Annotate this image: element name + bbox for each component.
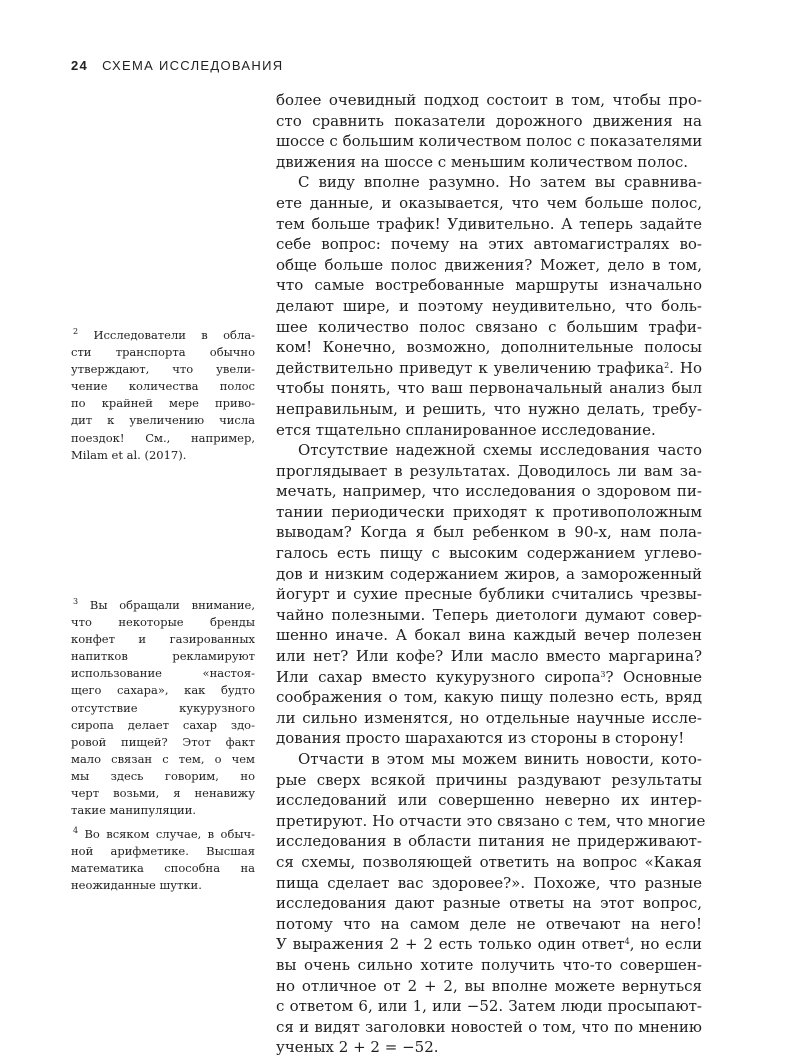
main-text-line [276, 461, 702, 482]
footnote-text: напитков рекламируют [71, 649, 255, 664]
main-text-line [276, 481, 702, 502]
line-text: что самые востребованные маршруты изначально [276, 276, 702, 295]
footnote-line [71, 877, 255, 894]
main-text-line [276, 214, 702, 235]
line-text: мечать, например, что исследования о здоровом пи- [276, 482, 702, 501]
line-text: шенно иначе. А бокал вина каждый вечер полезен [276, 626, 702, 645]
footnote-text: сти транспорта обычно [71, 345, 255, 360]
line-text: или нет? Или кофе? Или масло вместо маргарина? [276, 647, 702, 666]
line-text: Отчасти в этом мы можем винить новости, кото- [298, 750, 702, 768]
line-text: ся схемы, позволяющей ответить на вопрос «Какая [276, 852, 702, 871]
running-header [71, 58, 283, 73]
line-text: исследования дают разные ответы на этот вопрос, [276, 894, 702, 913]
line-text: претируют. Но отчасти это связано с тем, что многие [276, 811, 706, 830]
line-text: исследования в области питания не придерживают- [276, 832, 702, 851]
line-text: С виду вполне разумно. Но затем вы сравнива- [298, 173, 702, 192]
footnote-text: математика способна на [71, 861, 255, 876]
footnote-line [71, 430, 255, 447]
footnote-line [71, 344, 255, 361]
line-text: тем больше трафик! Удивительно. А теперь задайте [276, 214, 702, 233]
main-text-line [276, 522, 702, 543]
line-text: ся и видят заголовки новостей о том, что по мнению [276, 1017, 702, 1036]
footnote-line [71, 751, 255, 768]
main-text-line [276, 811, 706, 832]
footnote-line [71, 631, 255, 648]
footnote-number: 2 [73, 327, 79, 336]
footnote-line [71, 700, 255, 717]
footnote-marker: 4 [624, 937, 630, 947]
main-text-line [276, 934, 702, 955]
line-text: шее количество полос связано с большим трафи- [276, 317, 702, 336]
line-text: потому что на самом деле не отвечают на него! [276, 914, 702, 933]
footnote-line [71, 327, 255, 344]
line-text: тании периодически приходят к противоположным [276, 502, 702, 521]
main-text-line [276, 1037, 702, 1058]
main-text-line [276, 275, 702, 296]
line-text: галось есть пищу с высоким содержанием углево- [276, 544, 702, 563]
main-text-line [276, 193, 702, 214]
main-text-line [276, 378, 702, 399]
main-text-line [276, 131, 702, 152]
main-text-line [276, 152, 702, 173]
line-text: себе вопрос: почему на этих автомагистралях во- [276, 235, 702, 254]
footnote-text: мы здесь говорим, но [71, 768, 255, 783]
line-text-after-marker: , но если [629, 935, 702, 954]
footnote-line [71, 682, 255, 699]
main-text-line [276, 255, 702, 276]
line-text: ете данные, и оказывается, что чем больше полос, [276, 193, 702, 212]
main-text-line [276, 667, 702, 688]
footnote-text: утверждают, что увели- [71, 362, 255, 377]
line-text: но отличное от 2 + 2, вы вполне можете вернуться [276, 976, 702, 995]
main-text-line [276, 955, 702, 976]
footnote-line [71, 447, 255, 464]
footnote-line [71, 860, 255, 877]
main-text-line [276, 976, 702, 997]
main-text-line [276, 996, 702, 1017]
line-text: вы очень сильно хотите получить что-то совершен- [276, 955, 702, 974]
footnote-line [71, 395, 255, 412]
line-text: пища сделает вас здоровее?». Похоже, что разные [276, 873, 702, 892]
main-text-line [276, 625, 702, 646]
footnote-text: конфет и газированных [71, 632, 255, 647]
line-text: соображения о том, какую пищу полезно есть, вряд [276, 688, 702, 707]
line-text: ется тщательно спланированное исследование. [276, 420, 656, 439]
footnote-text: ровой пищей? Этот факт [71, 734, 255, 749]
footnote-text: Milam et al. (2017). [71, 447, 187, 462]
footnote-text: Исследователи в обла- [93, 328, 255, 342]
line-text: более очевидный подход состоит в том, чтобы про- [276, 91, 702, 109]
main-text-line [276, 728, 702, 749]
main-text-line [276, 399, 702, 420]
main-text-line [276, 831, 702, 852]
line-text-after-marker: ? Основные [605, 667, 703, 686]
footnote-line [71, 785, 255, 802]
main-text [276, 90, 706, 1058]
footnote-line [71, 802, 255, 819]
line-text: действительно приведут к увеличению трафика [276, 358, 665, 377]
line-text: йогурт и сухие пресные бублики считались чрезвы- [276, 585, 702, 604]
main-text-line [276, 790, 702, 811]
main-text-line [276, 317, 702, 338]
main-text-line [276, 584, 702, 605]
main-text-line [276, 420, 702, 441]
main-text-line [276, 172, 702, 193]
main-text-line [276, 502, 702, 523]
footnote-4 [71, 826, 255, 894]
footnote-text: поездок! См., например, [71, 430, 255, 445]
footnote-line [71, 597, 255, 614]
footnote-line [71, 826, 255, 843]
footnote-line [71, 843, 255, 860]
line-text: шоссе с большим количеством полос с показателями [276, 132, 703, 151]
footnote-text: щего сахара», как будто [71, 683, 255, 698]
footnote-line [71, 378, 255, 395]
main-text-line [276, 770, 702, 791]
line-text: Отсутствие надежной схемы исследования часто [298, 441, 702, 460]
footnote-text: чение количества полос [71, 379, 255, 394]
footnote-marker: 2 [664, 360, 670, 370]
main-text-line [276, 1017, 702, 1038]
line-text: ли сильно изменятся, но отдельные научные иссле- [276, 708, 702, 727]
line-text: Или сахар вместо кукурузного сиропа [276, 667, 601, 686]
line-text: чайно полезными. Теперь диетологи думают совер- [276, 605, 702, 624]
page-number: 24 [71, 58, 89, 73]
main-text-line [276, 646, 702, 667]
line-text: обще больше полос движения? Может, дело в том, [276, 255, 702, 274]
main-text-line [276, 873, 702, 894]
footnote-text: сиропа делает сахар здо- [71, 717, 255, 732]
main-text-line [276, 749, 702, 770]
footnote-line [71, 648, 255, 665]
line-text: делают шире, и поэтому неудивительно, что боль- [276, 296, 702, 315]
footnote-text: такие манипуляции. [71, 803, 197, 818]
main-text-line [276, 111, 702, 132]
footnote-text: черт возьми, я ненавижу [71, 786, 255, 801]
main-text-line [276, 543, 702, 564]
main-text-line [276, 234, 702, 255]
main-text-line [276, 708, 702, 729]
line-text: неправильным, и решить, что нужно делать, требу- [276, 399, 702, 418]
footnote-line [71, 734, 255, 751]
line-text: движения на шоссе с меньшим количеством полос. [276, 152, 689, 171]
main-text-line [276, 337, 702, 358]
line-text: сто сравнить показатели дорожного движения на [276, 111, 702, 130]
main-text-line [276, 358, 702, 379]
footnote-text: мало связан с тем, о чем [71, 751, 255, 766]
main-text-line [276, 914, 702, 935]
footnote-number: 3 [73, 597, 79, 606]
line-text: рые сверх всякой причины раздувают результаты [276, 770, 702, 789]
line-text: У выражения 2 + 2 есть только один ответ [276, 935, 625, 954]
line-text: исследований или совершенно неверно их интер- [276, 791, 702, 810]
footnote-text: дит к увеличению числа [71, 413, 255, 428]
footnote-line [71, 614, 255, 631]
footnote-line [71, 717, 255, 734]
main-text-line [276, 564, 702, 585]
main-text-line [276, 440, 702, 461]
line-text: выводам? Когда я был ребенком в 90-х, нам пола- [276, 523, 702, 542]
footnote-marker: 3 [600, 669, 606, 679]
footnote-text: Во всяком случае, в обыч- [84, 827, 256, 841]
line-text: проглядывает в результатах. Доводилось ли вам за- [276, 461, 702, 480]
running-title: СХЕМА ИССЛЕДОВАНИЯ [102, 58, 284, 73]
footnote-text: отсутствие кукурузного [71, 700, 255, 715]
main-text-line [276, 687, 702, 708]
footnote-line [71, 412, 255, 429]
footnote-text: по крайней мере приво- [71, 396, 255, 411]
footnote-line [71, 768, 255, 785]
footnote-text: ной арифметике. Высшая [71, 844, 255, 859]
main-text-line [276, 893, 702, 914]
main-text-line [276, 90, 702, 111]
footnote-text: неожиданные шутки. [71, 878, 202, 893]
footnote-line [71, 665, 255, 682]
footnote-text: использование «настоя- [71, 666, 255, 681]
footnote-number: 4 [73, 826, 79, 835]
main-text-line [276, 852, 702, 873]
line-text: с ответом 6, или 1, или −52. Затем люди просыпают- [276, 997, 702, 1016]
line-text: чтобы понять, что ваш первоначальный анализ был [276, 379, 702, 398]
line-text: ком! Конечно, возможно, дополнительные полосы [276, 338, 702, 357]
footnote-3 [71, 597, 255, 819]
line-text: ученых 2 + 2 = −52. [276, 1038, 439, 1057]
footnote-text: Вы обращали внимание, [89, 598, 255, 612]
footnote-2 [71, 327, 255, 464]
line-text: дования просто шарахаются из стороны в сторону! [276, 729, 685, 748]
footnote-line [71, 361, 255, 378]
line-text-after-marker: . Но [669, 358, 702, 377]
footnote-text: что некоторые бренды [71, 615, 255, 630]
line-text: дов и низким содержанием жиров, а замороженный [276, 564, 702, 583]
main-text-line [276, 296, 702, 317]
main-text-line [276, 605, 702, 626]
